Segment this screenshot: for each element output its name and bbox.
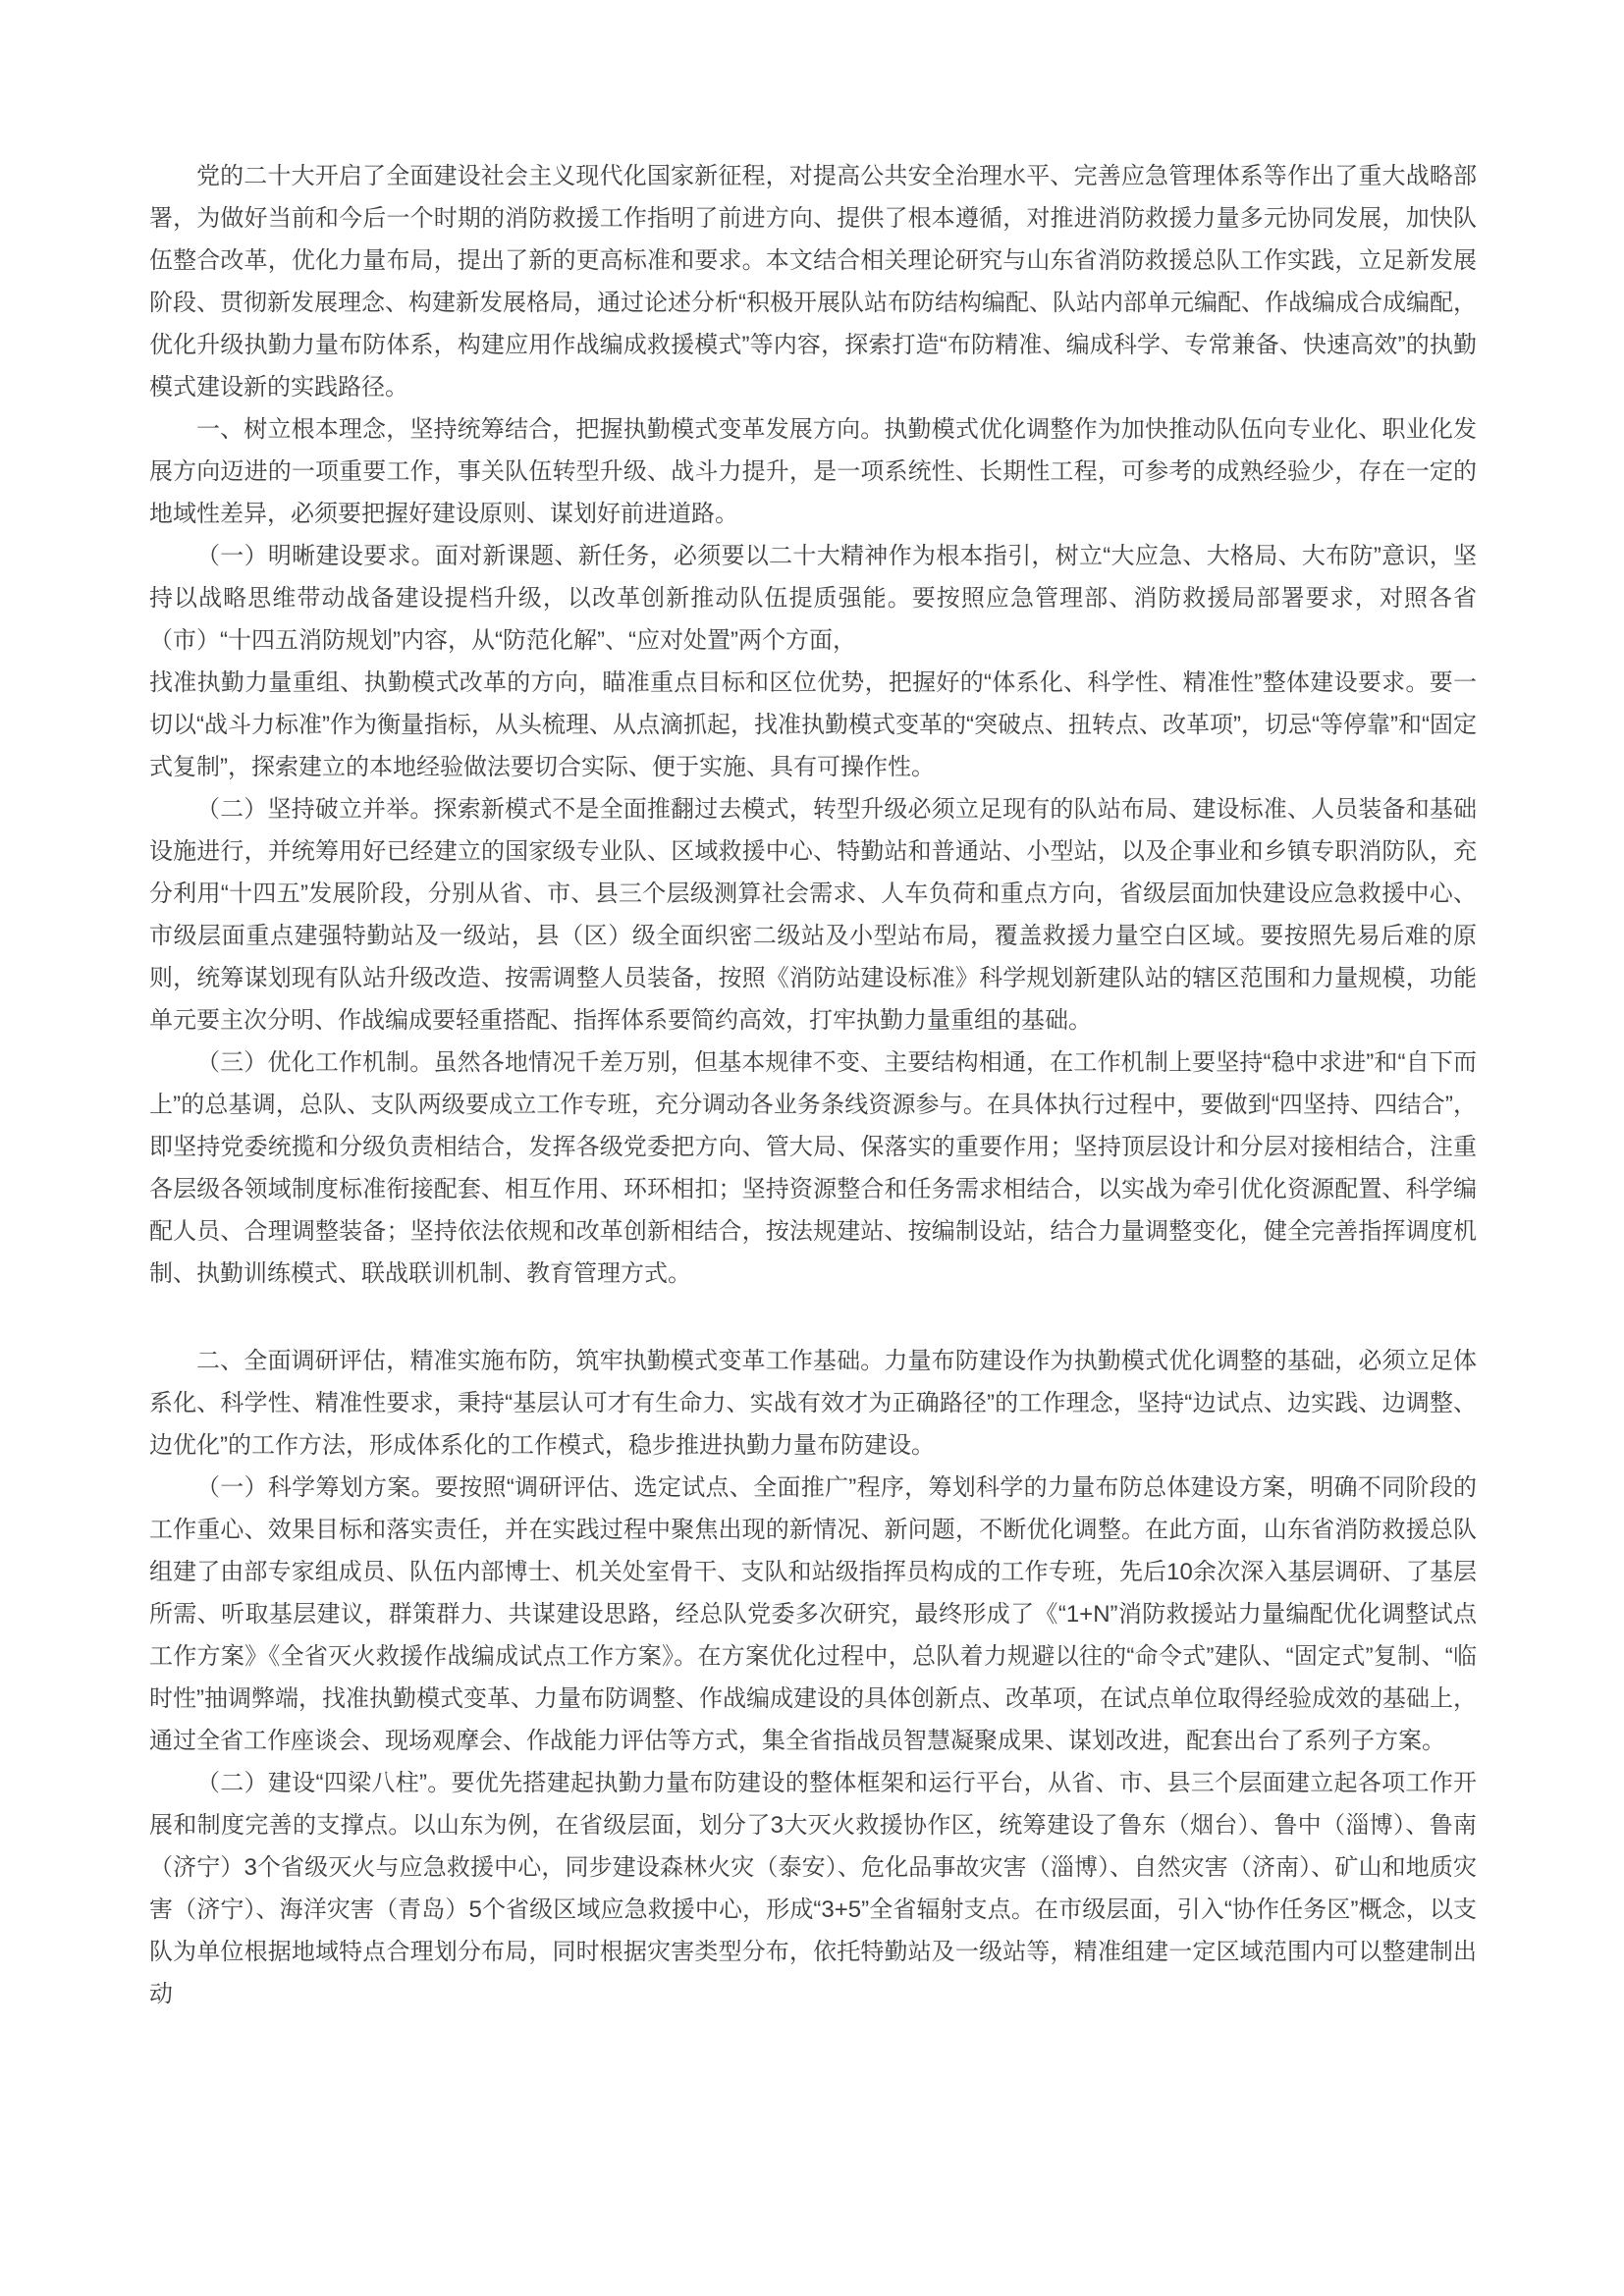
document-body	[149, 155, 1477, 2015]
paragraph-section-1-item-2: （二）坚持破立并举。探索新模式不是全面推翻过去模式，转型升级必须立足现有的队站布局、建设标准、人员装备和基础设施进行，并统筹用好已经建立的国家级专业队、区域救援中心、特勤站和普通站、小型站，以及企事业和乡镇专职消防队，充分利用“十四五”发展阶段，分别从省、市、县三个层级测算社会需求、人车负荷和重点方向，省级层面加快建设应急救援中心、市级层面重点建强特勤站及一级站，县（区）级全面织密二级站及小型站布局，覆盖救援力量空白区域。要按照先易后难的原则，统筹谋划现有队站升级改造、按需调整人员装备，按照《消防站建设标准》科学规划新建队站的辖区范围和力量规模，功能单元要主次分明、作战编成要轻重搭配、指挥体系要简约高效，打牢执勤力量重组的基础。	[149, 796, 1477, 1034]
paragraph-section-1-item-1: （一）明晰建设要求。面对新课题、新任务，必须要以二十大精神作为根本指引，树立“大应急、大格局、大布防”意识，坚持以战略思维带动战备建设提档升级，以改革创新推动队伍提质强能。要按照应急管理部、消防救援局部署要求，对照各省（市）“十四五消防规划”内容，从“防范化解”、“应对处置”两个方面，	[149, 543, 1477, 654]
paragraph-section-1: 一、树立根本理念，坚持统筹结合，把握执勤模式变革发展方向。执勤模式优化调整作为加快推动队伍向专业化、职业化发展方向迈进的一项重要工作，事关队伍转型升级、战斗力提升，是一项系统性、长期性工程，可参考的成熟经验少，存在一定的地域性差异，必须要把握好建设原则、谋划好前进道路。	[149, 416, 1477, 527]
document-page	[149, 155, 1477, 2015]
paragraph-section-2: 二、全面调研评估，精准实施布防，筑牢执勤模式变革工作基础。力量布防建设作为执勤模式优化调整的基础，必须立足体系化、科学性、精准性要求，秉持“基层认可才有生命力、实战有效才为正确路径”的工作理念，坚持“边试点、边实践、边调整、边优化”的工作方法，形成体系化的工作模式，稳步推进执勤力量布防建设。	[149, 1348, 1477, 1459]
paragraph-section-1-item-1-continued: 找准执勤力量重组、执勤模式改革的方向，瞄准重点目标和区位优势，把握好的“体系化、科学性、精准性”整体建设要求。要一切以“战斗力标准”作为衡量指标，从头梳理、从点滴抓起，找准执勤模式变革的“突破点、扭转点、改革项”，切忌“等停靠”和“固定式复制”，探索建立的本地经验做法要切合实际、便于实施、具有可操作性。	[149, 669, 1477, 780]
paragraph-section-2-item-1: （一）科学筹划方案。要按照“调研评估、选定试点、全面推广”程序，筹划科学的力量布防总体建设方案，明确不同阶段的工作重心、效果目标和落实责任，并在实践过程中聚焦出现的新情况、新问题，不断优化调整。在此方面，山东省消防救援总队组建了由部专家组成员、队伍内部博士、机关处室骨干、支队和站级指挥员构成的工作专班，先后10余次深入基层调研、了基层所需、听取基层建议，群策群力、共谋建设思路，经总队党委多次研究，最终形成了《“1+N”消防救援站力量编配优化调整试点工作方案》《全省灭火救援作战编成试点工作方案》。在方案优化过程中，总队着力规避以往的“命令式”建队、“固定式”复制、“临时性”抽调弊端，找准执勤模式变革、力量布防调整、作战编成建设的具体创新点、改革项，在试点单位取得经验成效的基础上，通过全省工作座谈会、现场观摩会、作战能力评估等方式，集全省指战员智慧凝聚成果、谋划改进，配套出台了系列子方案。	[149, 1474, 1477, 1754]
paragraph-intro: 党的二十大开启了全面建设社会主义现代化国家新征程，对提高公共安全治理水平、完善应急管理体系等作出了重大战略部署，为做好当前和今后一个时期的消防救援工作指明了前进方向、提供了根本遵循，对推进消防救援力量多元协同发展，加快队伍整合改革，优化力量布局，提出了新的更高标准和要求。本文结合相关理论研究与山东省消防救援总队工作实践，立足新发展阶段、贯彻新发展理念、构建新发展格局，通过论述分析“积极开展队站布防结构编配、队站内部单元编配、作战编成合成编配，优化升级执勤力量布防体系，构建应用作战编成救援模式”等内容，探索打造“布防精准、编成科学、专常兼备、快速高效”的执勤模式建设新的实践路径。	[149, 163, 1477, 400]
paragraph-section-1-item-3: （三）优化工作机制。虽然各地情况千差万别，但基本规律不变、主要结构相通，在工作机制上要坚持“稳中求进”和“自下而上”的总基调，总队、支队两级要成立工作专班，充分调动各业务条线资源参与。在具体执行过程中，要做到“四坚持、四结合”，即坚持党委统揽和分级负责相结合，发挥各级党委把方向、管大局、保落实的重要作用；坚持顶层设计和分层对接相结合，注重各层级各领域制度标准衔接配套、相互作用、环环相扣；坚持资源整合和任务需求相结合，以实战为牵引优化资源配置、科学编配人员、合理调整装备；坚持依法依规和改革创新相结合，按法规建站、按编制设站，结合力量调整变化，健全完善指挥调度机制、执勤训练模式、联战联训机制、教育管理方式。	[149, 1049, 1477, 1287]
paragraph-section-2-item-2: （二）建设“四梁八柱”。要优先搭建起执勤力量布防建设的整体框架和运行平台，从省、市、县三个层面建立起各项工作开展和制度完善的支撑点。以山东为例，在省级层面，划分了3大灭火救援协作区，统筹建设了鲁东（烟台）、鲁中（淄博）、鲁南（济宁）3个省级灭火与应急救援中心，同步建设森林火灾（泰安）、危化品事故灾害（淄博）、自然灾害（济南）、矿山和地质灾害（济宁）、海洋灾害（青岛）5个省级区域应急救援中心，形成“3+5”全省辐射支点。在市级层面，引入“协作任务区”概念，以支队为单位根据地域特点合理划分布局，同时根据灾害类型分布，依托特勤站及一级站等，精准组建一定区域范围内可以整建制出动	[149, 1770, 1477, 2007]
